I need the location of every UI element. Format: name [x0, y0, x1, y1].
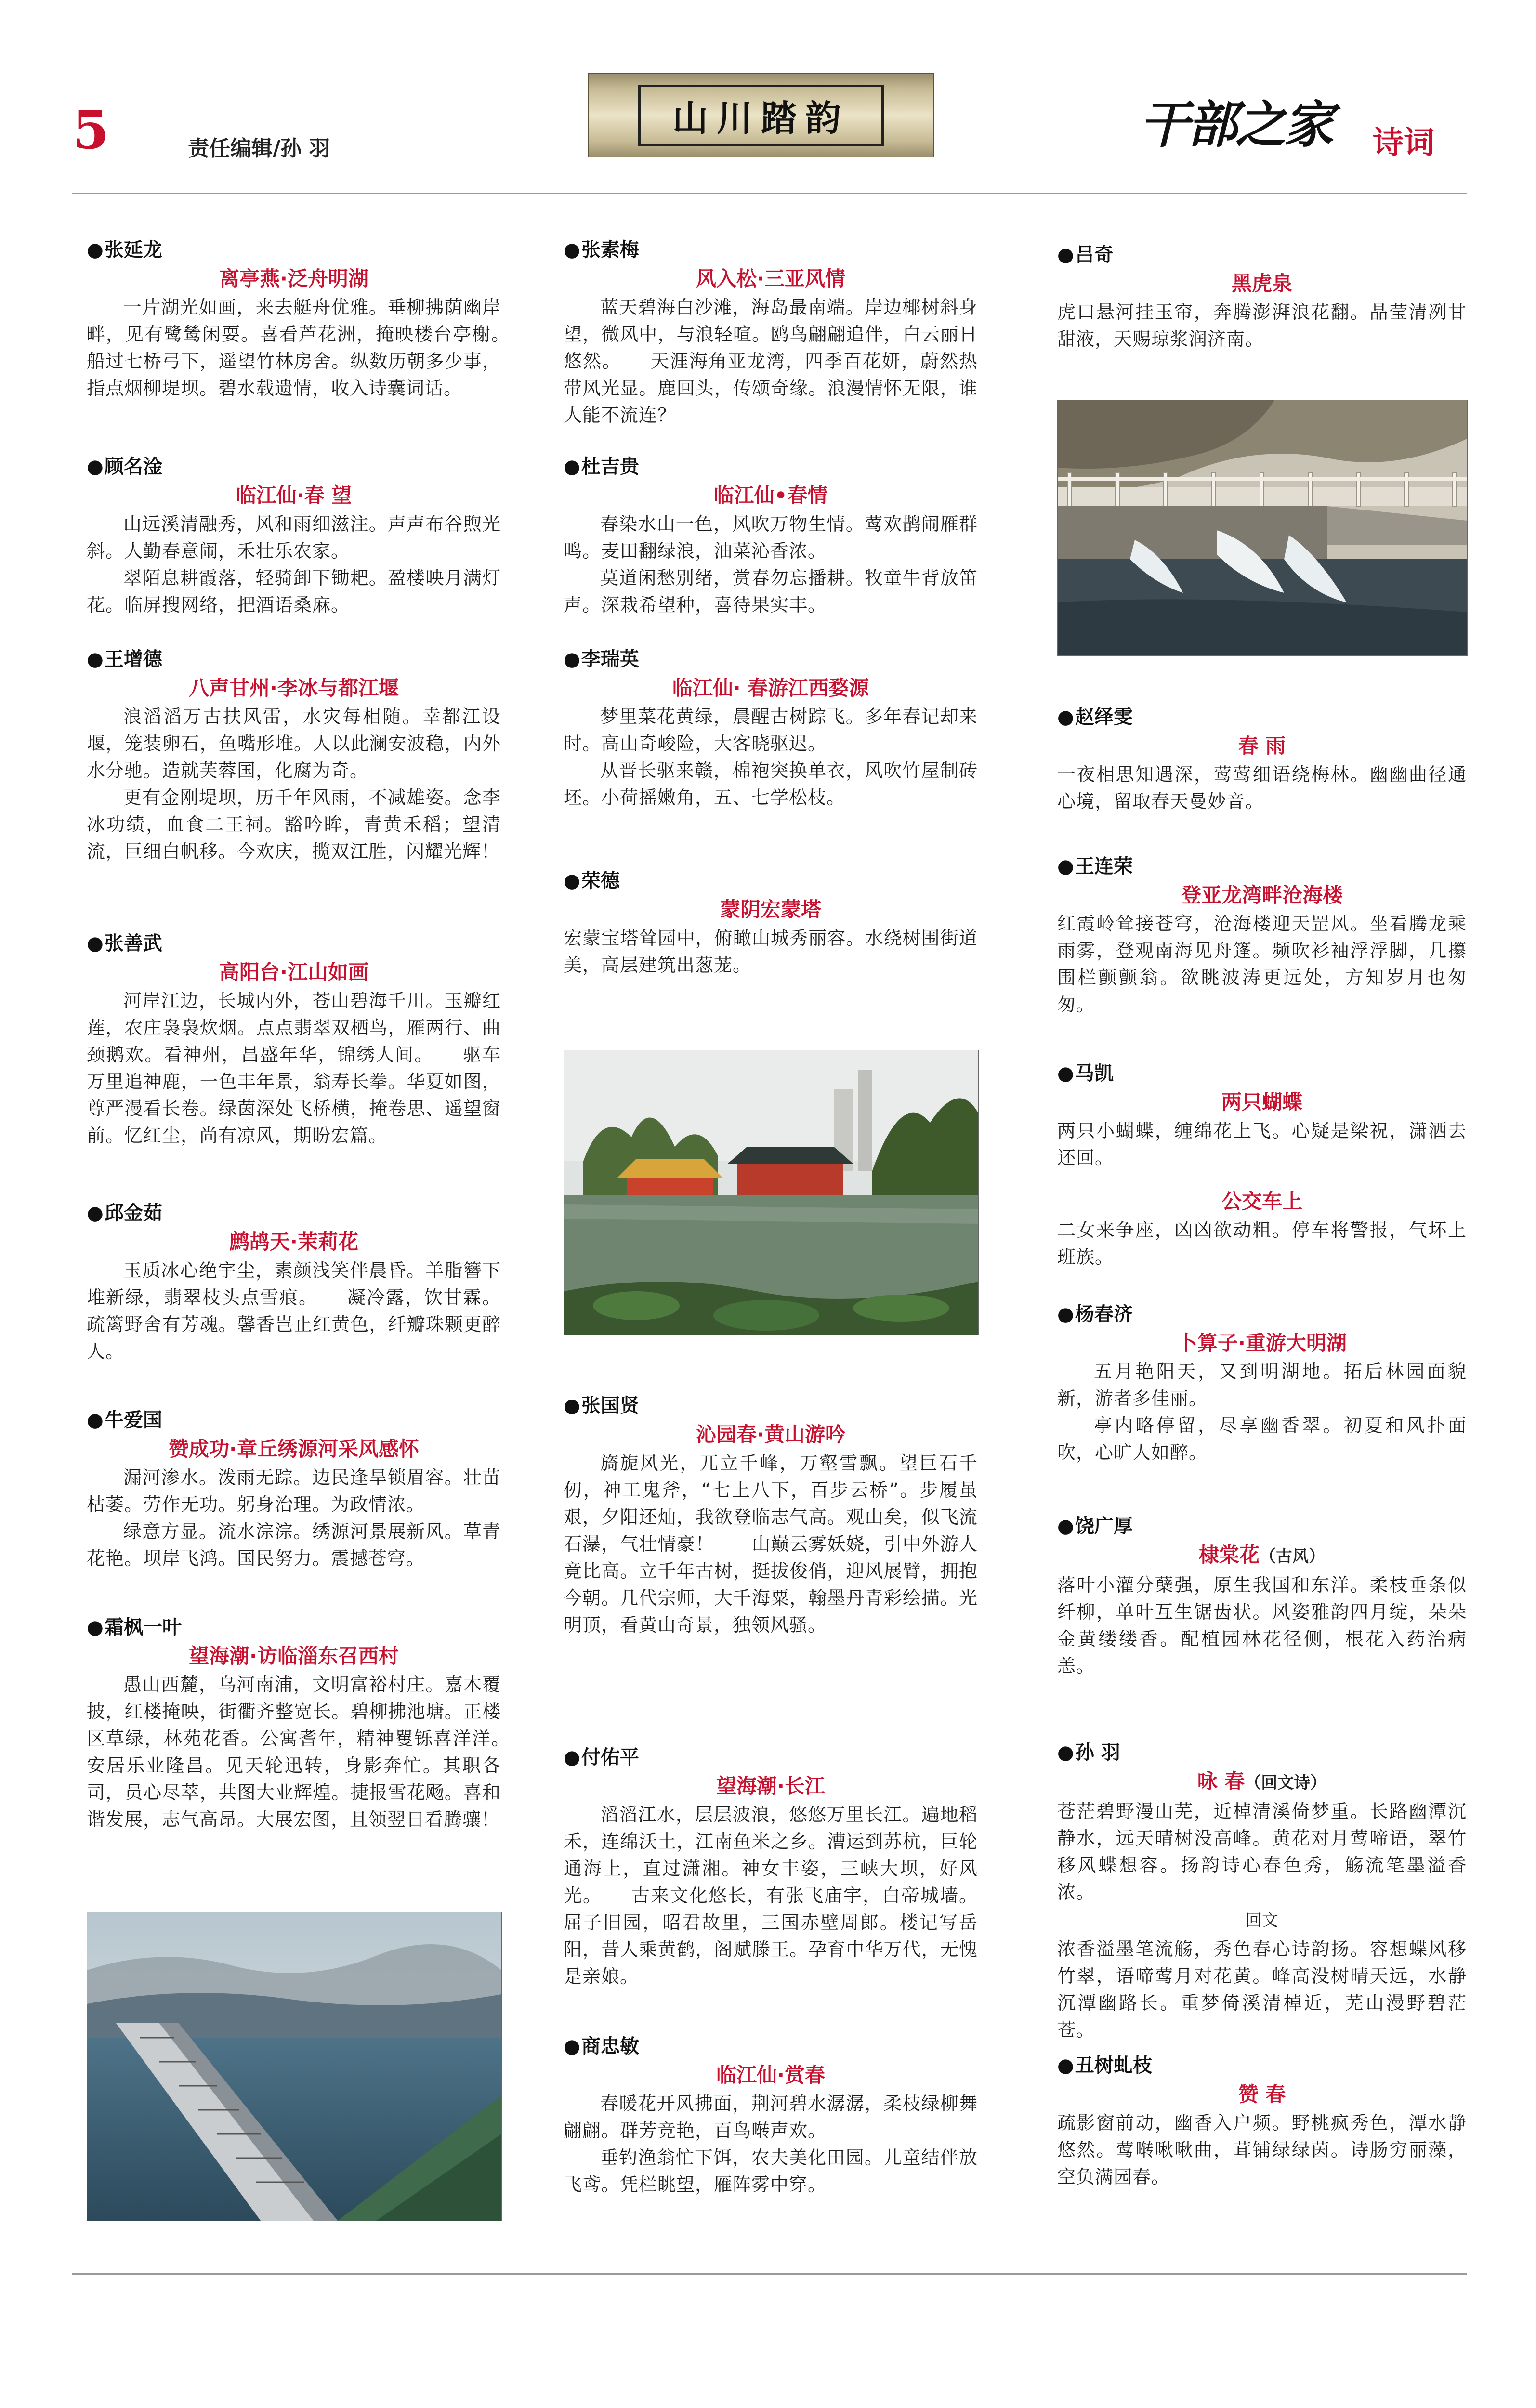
poem-text: 二女来争座，凶凶欲动粗。停车将警报，气坏上班族。	[1057, 1219, 1467, 1268]
editor-credit: 责任编辑/孙 羽	[188, 136, 330, 161]
poem	[564, 453, 978, 618]
garden-lake-photo	[564, 1050, 979, 1335]
poem-title: 黑虎泉	[1231, 272, 1292, 295]
poem-author: ● 邱金茹	[87, 1199, 501, 1227]
poem-title: 沁园春·黄山游吟	[696, 1423, 845, 1446]
poem-author: ● 付佑平	[564, 1743, 978, 1771]
poem	[87, 1199, 501, 1365]
poem-text: 垂钓渔翁忙下饵，农夫美化田园。儿童结伴放飞鸢。凭栏眺望，雁阵雾中穿。	[564, 2147, 978, 2195]
poem-text: 落叶小灌分蘖强，原生我国和东洋。柔枝垂条似纤柳，单叶互生锯齿状。风姿雅韵四月绽，朵朵金黄缕缕香。配植园林花径侧，根花入药治病恙。	[1057, 1574, 1467, 1676]
poem-text: 疏影窗前动，幽香入户频。野桃疯秀色，潭水静悠然。莺啭啾啾曲，茸铺绿绿茵。诗肠穷丽藻，空负满园春。	[1057, 2112, 1467, 2187]
poem-text: 山远溪清融秀，风和雨细滋注。声声布谷煦光斜。人勤春意闹，禾壮乐农家。	[87, 513, 501, 562]
poem	[87, 645, 501, 865]
three-gorges-dam-photo	[87, 1912, 502, 2221]
poem	[564, 236, 978, 429]
poem	[1057, 852, 1467, 1018]
poem	[564, 1392, 978, 1638]
section-title: 山川踏韵	[672, 97, 850, 139]
header-rule	[72, 193, 1467, 194]
poem-author: ● 赵绎雯	[1057, 703, 1467, 731]
poem-text: 从晋长驱来赣，棉袍突换单衣，风吹竹屋制砖坯。小荷摇嫩角，五、七学松枝。	[564, 760, 978, 808]
poem-author: ● 王连荣	[1057, 852, 1467, 880]
poem-author: ● 丑树虬枝	[1057, 2052, 1467, 2080]
poem-text: 春暖花开风拂面，荆河碧水潺潺，柔枝绿柳舞翩翩。群芳竞艳，百鸟啭声欢。	[564, 2093, 978, 2141]
masthead-tag: 诗词	[1373, 125, 1434, 161]
poem-text: 旖旎风光，兀立千峰，万壑雪飘。望巨石千仞，神工鬼斧，“七上八下，百步云桥”。步履虽艰，夕阳还灿，我欲登临志气高。观山矣，似飞流石瀑，气壮情豪！ 山巅云雾妖娆，引中外游人竟比高。立千年古树，挺拔俊俏，迎风展臂，拥抱今朝。几代宗师，大千海粟，翰墨丹青彩绘描。光明顶，看黄山奇景，独领风骚。	[564, 1453, 978, 1636]
poem-title: 风入松·三亚风情	[696, 267, 845, 290]
poem-text: 玉质冰心绝宇尘，素颜浅笑伴晨昏。羊脂簪下堆新绿，翡翠枝头点雪痕。 凝冷露，饮甘霖。疏篱野舍有芳魂。馨香岂止红黄色，纤瓣珠颗更醉人。	[87, 1260, 501, 1362]
poem-title: 临江仙· 春游江西婺源	[672, 676, 869, 700]
poem-title: 离亭燕·泛舟明湖	[219, 267, 368, 290]
poem	[1057, 1060, 1467, 1270]
poem	[564, 645, 978, 811]
poem-text: 宏蒙宝塔耸园中，俯瞰山城秀丽容。水绕树围街道美，高层建筑出葱茏。	[564, 928, 978, 976]
poem-text: 浓香溢墨笔流觞，秀色春心诗韵扬。容想蝶风移竹翠，语啼莺月对花黄。峰高没树晴天远，水静沉潭幽路长。重梦倚溪清棹近，芜山漫野碧茫苍。	[1057, 1938, 1467, 2041]
poem-title: 棣棠花	[1198, 1543, 1260, 1567]
poem-title: 高阳台·江山如画	[219, 960, 368, 984]
poem-text: 五月艳阳天，又到明湖地。拓后林园面貌新，游者多佳丽。	[1057, 1361, 1467, 1409]
poem	[1057, 2052, 1467, 2190]
page-number: 5	[72, 99, 109, 161]
poem-title-line	[1057, 1767, 1467, 1798]
poem-text: 苍茫碧野漫山芜，近棹清溪倚梦重。长路幽潭沉静水，远天晴树没高峰。黄花对月莺啼语，翠竹移风蝶想容。扬韵诗心春色秀，觞流笔墨溢香浓。	[1057, 1801, 1467, 1903]
black-tiger-spring-photo	[1057, 400, 1468, 656]
footer-rule	[72, 2273, 1467, 2275]
poem-author: ● 顾名淦	[87, 453, 501, 481]
poem-author: ● 饶广厚	[1057, 1512, 1467, 1540]
poem-text: 滔滔江水，层层波浪，悠悠万里长江。遍地稻禾，连绵沃土，江南鱼米之乡。漕运到苏杭，巨轮通海上，直过潇湘。神女丰姿，三峡大坝，好风光。 古来文化悠长，有张飞庙宇，白帝城墙。屈子旧园，昭君故里，三国赤壁周郎。楼记写岳阳，昔人乘黄鹤，阁赋滕王。孕育中华万代，无愧是亲娘。	[564, 1804, 978, 1987]
banner-frame	[638, 85, 884, 146]
poem	[87, 453, 501, 618]
poem-author: ● 王增德	[87, 645, 501, 673]
poem	[1057, 703, 1467, 815]
poem-author: ● 马凯	[1057, 1060, 1467, 1087]
poem-author: ● 张延龙	[87, 236, 501, 264]
poem-author: ● 杜吉贵	[564, 453, 978, 481]
poem	[564, 1743, 978, 1990]
poem-title: 两只蝴蝶	[1221, 1090, 1302, 1114]
poem-text: 蓝天碧海白沙滩，海岛最南端。岸边椰树斜身望，微风中，与浪轻喧。鸥鸟翩翩追伴，白云丽日悠然。 天涯海角亚龙湾，四季百花妍，蔚然热带风光显。鹿回头，传颂奇缘。浪漫情怀无限，谁人能不流连？	[564, 297, 978, 426]
poem	[87, 929, 501, 1149]
poem-text: 漏河渗水。泼雨无踪。边民逢旱锁眉容。壮苗枯萎。劳作无功。躬身治理。为政情浓。	[87, 1467, 501, 1515]
poem-author: ● 商忠敏	[564, 2032, 978, 2060]
poem-author: ● 张素梅	[564, 236, 978, 264]
poem-text: 莫道闲愁别绪，赏春勿忘播耕。牧童牛背放笛声。深栽希望种，喜待果实丰。	[564, 567, 978, 615]
poem	[1057, 1512, 1467, 1679]
poem-text: 梦里菜花黄绿，晨醒古树踪飞。多年春记却来时。高山奇峻险，大客晓驱迟。	[564, 706, 978, 754]
poem-title: 鹧鸪天·茉莉花	[229, 1230, 358, 1254]
poem-author: ● 牛爱国	[87, 1406, 501, 1434]
poem-text: 河岸江边，长城内外，苍山碧海千川。玉瓣红莲，农庄袅袅炊烟。点点翡翠双栖鸟，雁两行、曲颈鹅欢。看神州，昌盛年华，锦绣人间。 驱车万里追神鹿，一色丰年景，翁寿长拳。华夏如图，尊严漫看长卷。绿茵深处飞桥横，掩卷思、遥望窗前。忆红尘，尚有凉风，期盼宏篇。	[87, 990, 501, 1146]
poem-author: ● 李瑞英	[564, 645, 978, 673]
poem-title: 临江仙·春 望	[236, 484, 352, 507]
poem-title: 咏 春	[1197, 1769, 1245, 1793]
poem-text: 红霞岭耸接苍穹，沧海楼迎天罡风。坐看腾龙乘雨雾，登观南海见舟篷。频吹衫袖浮浮脚，几攥围栏颤颤翁。欲眺波涛更远处，方知岁月也匆匆。	[1057, 913, 1467, 1015]
poem-title: 春 雨	[1238, 734, 1286, 758]
poem-text: 亭内略停留，尽享幽香翠。初夏和风扑面吹，心旷人如醉。	[1057, 1415, 1467, 1463]
poem-text: 浪滔滔万古扶风雷，水灾每相随。幸都江设堰，笼装卵石，鱼嘴形堆。人以此澜安波稳，内外水分驰。造就芙蓉国，化腐为奇。	[87, 706, 501, 781]
poem	[564, 867, 978, 979]
poem-author: ● 孙 羽	[1057, 1739, 1467, 1767]
poem-title: 卜算子·重游大明湖	[1177, 1331, 1347, 1355]
poem-author: ● 霜枫一叶	[87, 1613, 501, 1641]
poem-text: 一片湖光如画，来去艇舟优雅。垂柳拂荫幽岸畔，见有鹭鸶闲耍。喜看芦花洲，掩映楼台亭榭。 船过七桥弓下，遥望竹林房舍。纵数历朝多少事，指点烟柳堤坝。碧水载遗情，收入诗囊词话。	[87, 297, 539, 399]
poem-text: 绿意方显。流水淙淙。绣源河景展新风。草青花艳。坝岸飞鸿。国民努力。震撼苍穹。	[87, 1521, 501, 1569]
poem-subtitle: （回文诗）	[1245, 1773, 1327, 1793]
poem-text: 两只小蝴蝶，缠绵花上飞。心疑是梁祝，潇洒去还回。	[1057, 1120, 1467, 1168]
poem-author: ● 吕奇	[1057, 241, 1467, 269]
poem-text: 虎口悬河挂玉帘，奔腾澎湃浪花翻。晶莹清冽甘甜液，天赐琼浆润济南。	[1057, 301, 1467, 350]
poem-title: 赞成功·章丘绣源河采风感怀	[169, 1437, 419, 1461]
poem-title: 八声甘州·李冰与都江堰	[189, 676, 399, 700]
poem	[1057, 241, 1467, 353]
poem-text: 翠陌息耕霞落，轻骑卸下锄耙。盈楼映月满灯花。临屏搜网络，把酒语桑麻。	[87, 567, 501, 615]
poem-title: 蒙阴宏蒙塔	[720, 898, 821, 921]
poem	[87, 1613, 539, 1833]
poem	[87, 1406, 501, 1572]
poem-title: 赞 春	[1238, 2082, 1286, 2106]
poem-title: 登亚龙湾畔沧海楼	[1181, 883, 1343, 907]
poem-text: 更有金刚堤坝，历千年风雨，不减雄姿。念李冰功绩，血食二王祠。豁吟眸，青黄禾稻；望清流，巨细白帆移。今欢庆，揽双江胜，闪耀光辉！	[87, 787, 501, 862]
poem-title: 望海潮·长江	[716, 1774, 825, 1798]
poem	[1057, 1739, 1467, 2043]
poem-author: ● 张国贤	[564, 1392, 978, 1420]
poem-title: 望海潮·访临淄东召西村	[189, 1644, 399, 1668]
poem	[564, 2032, 978, 2198]
poem-title: 临江仙·赏春	[716, 2063, 825, 2087]
poem-text: 春染水山一色，风吹万物生情。莺欢鹊闹雁群鸣。麦田翻绿浪，油菜沁香浓。	[564, 513, 978, 562]
poem-text: 愚山西麓，乌河南浦，文明富裕村庄。嘉木覆披，红楼掩映，街衢齐整宽长。碧柳拂池塘。正楼区草绿，林苑花香。公寓耆年，精神矍铄喜洋洋。 安居乐业隆昌。见天轮迅转，身影奔忙。其职各司，员心尽萃，共图大业辉煌。捷报雪花飏。喜和谐发展，志气高昂。大展宏图，且领翌日看腾骧！	[87, 1674, 539, 1830]
poem-subtitle: （古风）	[1260, 1547, 1325, 1566]
poem-title: 临江仙•春情	[713, 484, 828, 507]
poem-author: ● 张善武	[87, 929, 501, 957]
poem	[87, 236, 539, 402]
poem-text: 一夜相思知遇深，莺莺细语绕梅林。幽幽曲径通心境，留取春天曼妙音。	[1057, 764, 1467, 812]
poem-author: ● 杨春济	[1057, 1300, 1467, 1328]
poem-title-line	[1057, 1540, 1467, 1571]
masthead-logo: 干部之家	[1139, 95, 1332, 154]
poem-author: ● 荣德	[564, 867, 978, 895]
poem	[1057, 1300, 1467, 1466]
section-banner	[588, 73, 934, 157]
poem-title: 公交车上	[1221, 1190, 1302, 1213]
poem-subtitle: 回文	[1246, 1911, 1278, 1930]
